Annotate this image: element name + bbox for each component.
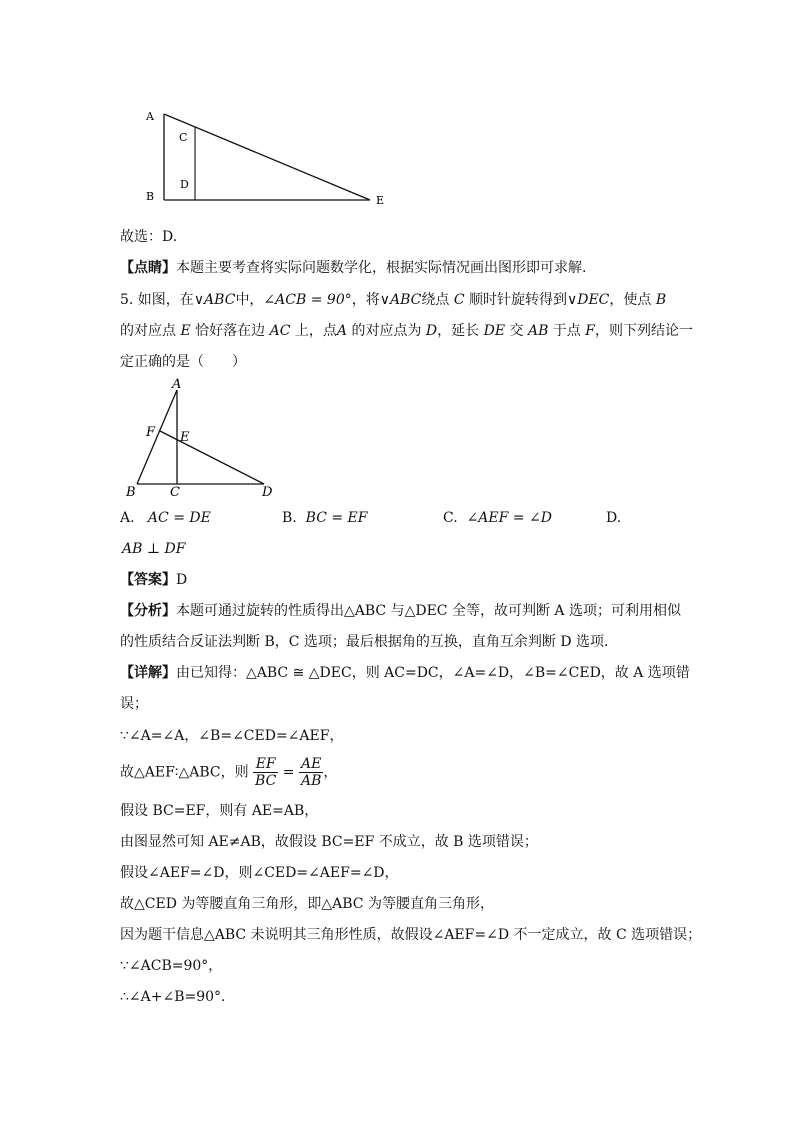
option-b-key: B.	[282, 510, 297, 526]
fig1-label-b: B	[146, 190, 155, 203]
option-b	[282, 508, 367, 528]
detail-line-6: 由图显然可知 AE≠AB，故假设 BC=EF 不成立，故 B 选项错误；	[120, 834, 538, 850]
q5-seg-14: E	[180, 323, 191, 339]
triangle-figure-abcdef	[120, 376, 290, 498]
option-d-formula: AB ⊥ DF	[122, 541, 186, 557]
q5-seg-16: AC	[269, 323, 291, 339]
detail-line-5: 假设 BC=EF，则有 AE=AB，	[120, 803, 319, 819]
q5-seg-22: DE	[483, 323, 506, 339]
option-c	[443, 508, 552, 528]
q5-seg-27: ，则下列结论一	[594, 323, 693, 339]
option-d	[606, 508, 621, 528]
option-c-key: C.	[443, 510, 458, 526]
detail-line-8: 故△CED 为等腰直角三角形，即△ABC 为等腰直角三角形，	[120, 896, 494, 912]
question-line-2	[120, 321, 693, 341]
fig2-label-f: F	[146, 425, 156, 440]
fig1-label-e: E	[376, 194, 385, 207]
detail-label: 【详解】	[120, 665, 176, 681]
question-line-1	[120, 290, 666, 310]
q5-seg-6: ∨ABC	[379, 292, 422, 308]
detail-line-3: ∵∠A=∠A，∠B=∠CED=∠AEF，	[120, 728, 344, 744]
analysis-line-1	[120, 601, 681, 621]
fig1-label-d: D	[180, 178, 189, 191]
detail-text-4a: 故△AEF∶△ABC，则	[120, 764, 254, 781]
detail-line-1	[120, 663, 690, 683]
comment-label: 【点睛】	[120, 260, 176, 276]
triangle-figure-abe	[138, 104, 398, 212]
q5-seg-8: C	[453, 292, 465, 308]
q5-seg-21: ，延长	[437, 323, 484, 339]
fraction-2-numerator: AE	[299, 756, 323, 773]
q5-seg-2: ∨ABC	[193, 292, 236, 308]
option-c-text: ∠AEF = ∠D	[466, 510, 552, 526]
fig2-label-a: A	[172, 377, 182, 392]
option-a	[120, 508, 211, 528]
analysis-text-1: 本题可通过旋转的性质得出△ABC 与△DEC 全等，故可判断 A 选项；可利用相似	[176, 603, 681, 619]
detail-line-7: 假设∠AEF=∠D，则∠CED=∠AEF=∠D，	[120, 865, 399, 881]
comment-text: 本题主要考查将实际问题数学化，根据实际情况画出图形即可求解.	[176, 260, 587, 276]
fig1-label-a: A	[146, 110, 154, 123]
option-d-key: D.	[606, 510, 622, 526]
option-a-text: AC = DE	[147, 510, 211, 526]
comment-line	[120, 258, 586, 278]
q5-seg-4: ∠ACB = 90°	[263, 292, 352, 308]
q5-seg-19: 的对应点为	[347, 323, 426, 339]
q5-seg-5: ，将	[351, 292, 380, 308]
q5-seg-7: 绕点	[421, 292, 454, 308]
q5-seg-10: ∨DEC	[566, 292, 610, 308]
fraction-1-denominator: BC	[255, 773, 277, 789]
q5-seg-26: F	[585, 323, 595, 339]
q5-seg-12: B	[655, 292, 667, 308]
answer-line: 故选：D.	[120, 229, 178, 245]
fig2-label-e: E	[180, 430, 190, 445]
detail-line-9: 因为题干信息△ABC 未说明其三角形性质，故假设∠AEF=∠D 不一定成立，故 C 选项错误；	[120, 927, 702, 943]
q5-seg-9: 顺时针旋转得到	[464, 292, 567, 308]
q5-seg-25: 于点	[548, 323, 586, 339]
fig2-label-d: D	[262, 485, 273, 498]
fig2-label-c: C	[170, 485, 180, 498]
answer-value: D	[176, 572, 188, 588]
q5-seg-11: ，使点	[609, 292, 656, 308]
detail-line-11: ∴∠A+∠B=90°．	[120, 989, 236, 1005]
q5-seg-15: 恰好落在边	[190, 323, 270, 339]
option-b-text: BC = EF	[305, 510, 368, 526]
detail-text-1: 由已知得：△ABC ≅ △DEC，则 AC=DC，∠A=∠D，∠B=∠CED，故 A 选项错	[176, 665, 690, 681]
q5-seg-17: 上，点	[290, 323, 337, 339]
detail-line-10: ∵∠ACB=90°，	[120, 958, 223, 974]
q5-seg-24: AB	[527, 323, 549, 339]
fraction-1-numerator: EF	[253, 756, 278, 773]
fig1-label-c: C	[179, 131, 188, 144]
answer-label: 【答案】	[120, 572, 176, 588]
fraction-ae-ab	[299, 756, 323, 789]
q5-seg-18: A	[336, 323, 347, 339]
q5-seg-3: 中，	[235, 292, 264, 308]
option-a-key: A.	[120, 510, 135, 526]
fig2-label-b: B	[126, 485, 136, 498]
option-d-text	[122, 539, 185, 559]
analysis-label: 【分析】	[120, 603, 176, 619]
fraction-2-denominator: AB	[300, 773, 322, 789]
detail-line-4: 故△AEF∶△ABC，则 $\frac{EF}{BC}$ = $\frac{AE}{AB}$ ，	[120, 756, 338, 789]
detail-text-4b: ，	[323, 764, 338, 781]
answer-key	[120, 570, 187, 590]
analysis-line-2: 的性质结合反证法判断 B，C 选项；最后根据角的互换，直角互余判断 D 选项．	[120, 634, 619, 650]
fraction-ef-bc	[253, 756, 278, 789]
q5-seg-20: D	[425, 323, 438, 339]
detail-line-2: 误；	[120, 696, 148, 712]
q5-seg-13: 的对应点	[120, 323, 181, 339]
q5-seg-1: 5. 如图，在	[120, 292, 194, 308]
q5-seg-23: 交	[505, 323, 528, 339]
question-line-3: 定正确的是（ ）	[120, 354, 246, 370]
